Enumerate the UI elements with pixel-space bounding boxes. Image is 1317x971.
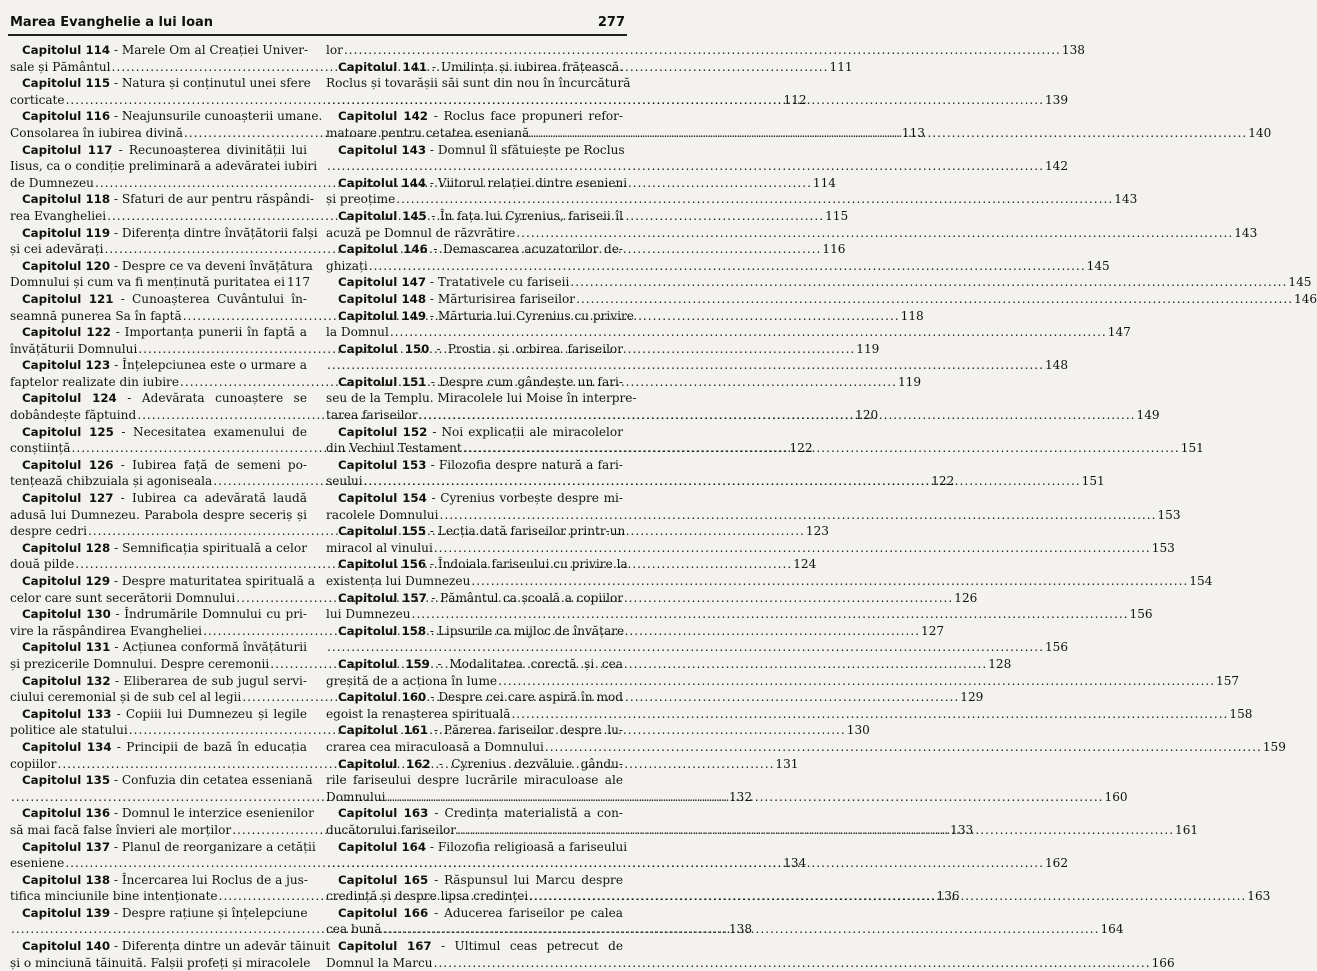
chapter-label: Capitolul 141 bbox=[338, 59, 428, 74]
chapter-label: Capitolul 155 bbox=[338, 524, 427, 539]
toc-line bbox=[326, 324, 1131, 341]
toc-text: lor bbox=[326, 43, 343, 57]
dot-leader bbox=[419, 407, 1136, 424]
toc-page-number: 133 bbox=[950, 822, 974, 837]
toc-line: Capitolul 149 - Mărturia lui Cyrenius cu privire bbox=[338, 308, 634, 323]
toc-text: racolele Domnului bbox=[326, 507, 439, 522]
chapter-label: Capitolul 140 bbox=[22, 939, 111, 954]
dot-leader bbox=[434, 540, 1151, 557]
toc-text: miracol al vinului bbox=[326, 540, 433, 555]
book-title: Marea Evanghelie a lui Ioan bbox=[10, 15, 214, 30]
dot-leader bbox=[457, 822, 1174, 839]
toc-text: copiilor bbox=[10, 756, 57, 771]
toc-text: și prezicerile Domnului. Despre ceremonii bbox=[10, 656, 270, 671]
dot-leader bbox=[369, 258, 1086, 275]
toc-page-number: 148 bbox=[1044, 358, 1069, 373]
toc-text: despre cedri bbox=[10, 524, 87, 539]
chapter-label: Capitolul 116 bbox=[22, 109, 111, 124]
toc-line: Capitolul 142 - Roclus face propuneri refor- bbox=[338, 109, 623, 124]
chapter-label: Capitolul 139 bbox=[22, 905, 111, 920]
toc-line: Capitolul 165 - Răspunsul lui Marcu despre bbox=[338, 872, 623, 887]
dot-leader bbox=[434, 955, 1151, 971]
toc-line bbox=[326, 357, 1069, 374]
dot-leader bbox=[327, 357, 1044, 374]
toc-line: Capitolul 130 - Îndrumările Domnului cu pri- bbox=[22, 607, 307, 622]
toc-entry bbox=[326, 938, 1175, 971]
toc-text: și cei adevărați bbox=[10, 242, 104, 257]
toc-page-number: 127 bbox=[921, 623, 945, 638]
chapter-label: Capitolul 121 bbox=[22, 291, 114, 306]
toc-text: politice ale statului bbox=[10, 723, 128, 738]
toc-line bbox=[326, 639, 1069, 656]
chapter-label: Capitolul 120 bbox=[22, 258, 111, 273]
toc-line: Capitolul 137 - Planul de reorganizare a cetății bbox=[22, 839, 316, 854]
dot-leader bbox=[396, 191, 1113, 208]
chapter-label: Capitolul 161 bbox=[338, 723, 429, 738]
chapter-label: Capitolul 137 bbox=[22, 839, 111, 854]
toc-entry bbox=[326, 490, 1181, 523]
toc-line: Capitolul 152 - Noi explicații ale miracolelor bbox=[338, 424, 623, 439]
toc-line: Capitolul 126 - Iubirea față de semeni po- bbox=[22, 457, 307, 472]
toc-line: Capitolul 115 - Natura și conținutul unei sfere bbox=[22, 76, 311, 91]
toc-page-number: 113 bbox=[901, 125, 925, 140]
toc-page-number: 138 bbox=[1061, 43, 1085, 57]
dot-leader bbox=[463, 440, 1180, 457]
chapter-label: Capitolul 118 bbox=[22, 192, 111, 207]
toc-entry bbox=[326, 42, 1085, 59]
toc-page-number: 138 bbox=[728, 922, 753, 937]
toc-text: la Domnul bbox=[326, 325, 389, 340]
toc-line bbox=[326, 291, 1317, 308]
chapter-label: Capitolul 157 bbox=[338, 590, 427, 605]
toc-page-number: 158 bbox=[1229, 706, 1253, 721]
toc-line: adusă lui Dumnezeu. Parabola despre seceriș și bbox=[10, 507, 307, 522]
toc-line: Capitolul 117 - Recunoașterea divinității lui bbox=[22, 142, 307, 157]
chapter-label: Capitolul 147 bbox=[338, 275, 427, 290]
toc-text: credință și despre lipsa credinței bbox=[326, 889, 529, 904]
toc-line: Capitolul 141 - Umilința și iubirea frățească. bbox=[338, 59, 623, 74]
toc-line: Capitolul 135 - Confuzia din cetatea esseniană bbox=[22, 773, 313, 788]
toc-line bbox=[326, 225, 1258, 242]
toc-page-number: 147 bbox=[1107, 325, 1131, 340]
toc-page-number: 161 bbox=[1175, 822, 1199, 837]
toc-line bbox=[326, 191, 1138, 208]
toc-page-number: 117 bbox=[286, 275, 311, 290]
toc-line: Capitolul 132 - Eliberarea de sub jugul servi- bbox=[22, 673, 307, 688]
toc-line bbox=[326, 706, 1253, 723]
toc-page-number: 151 bbox=[1081, 474, 1105, 489]
toc-line: Capitolul 154 - Cyrenius vorbește despre mi- bbox=[338, 491, 623, 506]
toc-page-number: 160 bbox=[1104, 789, 1128, 804]
toc-line: Capitolul 153 - Filozofia despre natură a fari- bbox=[338, 457, 624, 472]
toc-page-number: 112 bbox=[783, 92, 807, 107]
chapter-label: Capitolul 134 bbox=[22, 739, 112, 754]
toc-text: sale și Pământul bbox=[10, 59, 111, 74]
toc-line bbox=[10, 274, 311, 291]
toc-line: Capitolul 167 - Ultimul ceas petrecut de bbox=[338, 939, 623, 954]
toc-text: învățăturii Domnului bbox=[10, 341, 138, 356]
toc-page-number: 143 bbox=[1114, 192, 1138, 207]
toc-page-number: 122 bbox=[931, 474, 955, 489]
toc-text: Capitolul 147 - Tratativele cu fariseii bbox=[338, 275, 570, 290]
chapter-label: Capitolul 124 bbox=[22, 391, 117, 406]
chapter-label: Capitolul 129 bbox=[22, 574, 111, 588]
toc-text: Domnului și cum va fi menținută puritatea ei bbox=[10, 275, 285, 290]
toc-line: Capitolul 129 - Despre maturitatea spirituală a bbox=[22, 574, 316, 588]
toc-line: Capitolul 133 - Copiii lui Dumnezeu și legile bbox=[22, 706, 307, 721]
toc-page-number: 166 bbox=[1151, 955, 1175, 970]
toc-line: Capitolul 118 - Sfaturi de aur pentru răspândi- bbox=[22, 192, 314, 207]
toc-line: Capitolul 146 - Demascarea acuzatorilor de- bbox=[338, 242, 623, 257]
toc-text: celor care sunt secerătorii Domnului bbox=[10, 590, 236, 605]
toc-line bbox=[326, 274, 1312, 291]
chapter-label: Capitolul 146 bbox=[338, 242, 428, 257]
toc-line: Capitolul 136 - Domnul le interzice esenienilor bbox=[22, 806, 314, 821]
toc-page-number: 132 bbox=[728, 789, 753, 804]
dot-leader bbox=[387, 789, 1104, 806]
chapter-label: Capitolul 158 bbox=[338, 623, 427, 638]
toc-page-number: 139 bbox=[1044, 92, 1069, 107]
chapter-label: Capitolul 150 bbox=[338, 341, 430, 356]
toc-text: cea bună bbox=[326, 922, 382, 937]
toc-page-number: 159 bbox=[1262, 739, 1286, 754]
toc-page-number: 119 bbox=[856, 341, 880, 356]
toc-line: Capitolul 158 - Lipsurile ca mijloc de învățare bbox=[338, 623, 625, 638]
toc-page-number: 131 bbox=[775, 756, 799, 771]
toc-entry bbox=[326, 142, 1069, 175]
chapter-label: Capitolul 143 bbox=[338, 142, 427, 157]
toc-page-number: 123 bbox=[805, 524, 829, 539]
toc-page-number: 149 bbox=[1136, 408, 1160, 423]
chapter-label: Capitolul 159 bbox=[338, 656, 430, 671]
toc-page-number: 120 bbox=[855, 408, 879, 423]
toc-line: Capitolul 160 - Despre cei care aspiră în mod bbox=[338, 690, 623, 705]
toc-page-number: 119 bbox=[897, 374, 922, 389]
toc-page-number: 118 bbox=[900, 308, 924, 323]
toc-line: Capitolul 121 - Cunoașterea Cuvântului în- bbox=[22, 291, 307, 306]
toc-page-number: 116 bbox=[822, 242, 846, 257]
chapter-label: Capitolul 126 bbox=[22, 457, 114, 472]
dot-leader bbox=[516, 225, 1233, 242]
toc-text: egoist la renașterea spirituală bbox=[326, 706, 511, 721]
page-number: 277 bbox=[597, 15, 625, 30]
dot-leader bbox=[327, 639, 1044, 656]
toc-line bbox=[326, 540, 1175, 557]
toc-line bbox=[326, 42, 1085, 59]
chapter-label: Capitolul 164 bbox=[338, 839, 427, 854]
toc-text: seului bbox=[326, 474, 363, 489]
toc-line: Capitolul 138 - Încercarea lui Roclus de a jus- bbox=[22, 872, 308, 887]
chapter-label: Capitolul 131 bbox=[22, 640, 111, 655]
chapter-label: Capitolul 149 bbox=[338, 308, 427, 323]
toc-page-number: 114 bbox=[812, 175, 837, 190]
toc-line bbox=[326, 955, 1175, 971]
toc-page-number: 151 bbox=[1180, 441, 1204, 456]
dot-leader bbox=[471, 573, 1188, 590]
toc-page-number: 157 bbox=[1216, 673, 1240, 688]
toc-line: Iisus, ca o condiție preliminară a adevăratei iubiri bbox=[10, 159, 318, 174]
page-header bbox=[8, 10, 627, 36]
toc-text: Capitolul 148 - Mărturisirea fariseilor bbox=[338, 291, 576, 306]
toc-line: Capitolul 131 - Acțiunea conformă învățăturii bbox=[22, 640, 307, 655]
chapter-label: Capitolul 145 bbox=[338, 208, 427, 223]
chapter-label: Capitolul 115 bbox=[22, 76, 111, 91]
toc-page-number: 124 bbox=[793, 557, 817, 572]
toc-page-number: 154 bbox=[1189, 574, 1213, 588]
toc-page-number: 145 bbox=[1086, 258, 1110, 273]
toc-page-number: 153 bbox=[1157, 507, 1181, 522]
dot-leader bbox=[530, 125, 1247, 142]
toc-line: Capitolul 134 - Principii de bază în educația bbox=[22, 739, 307, 754]
toc-text: lui Dumnezeu bbox=[326, 607, 411, 622]
toc-entry bbox=[10, 938, 331, 971]
toc-page-number: 156 bbox=[1129, 607, 1153, 622]
toc-page-number: 140 bbox=[1248, 125, 1272, 140]
toc-line: Capitolul 159 - Modalitatea corectă și cea bbox=[338, 656, 623, 671]
chapter-label: Capitolul 125 bbox=[22, 424, 114, 439]
toc-line bbox=[10, 855, 807, 872]
toc-text: eseniene bbox=[10, 856, 65, 871]
toc-entry bbox=[10, 258, 313, 291]
dot-leader bbox=[327, 855, 1044, 872]
toc-page-number: 156 bbox=[1044, 640, 1069, 655]
toc-text: acuză pe Domnul de răzvrătire bbox=[326, 225, 516, 240]
dot-leader bbox=[327, 92, 1044, 109]
chapter-label: Capitolul 160 bbox=[338, 690, 427, 705]
toc-page-number: 163 bbox=[1247, 889, 1271, 904]
toc-text: ghizați bbox=[326, 258, 368, 273]
toc-line: seu de la Templu. Miracolele lui Moise în interpre- bbox=[326, 391, 637, 406]
toc-page-number: 164 bbox=[1100, 922, 1124, 937]
chapter-label: Capitolul 167 bbox=[338, 939, 432, 954]
toc-text: Consolarea în iubirea divină bbox=[10, 125, 183, 140]
toc-line: Capitolul 114 - Marele Om al Creației Univer- bbox=[22, 43, 309, 57]
chapter-label: Capitolul 122 bbox=[22, 325, 111, 340]
toc-line: Capitolul 128 - Semnificația spirituală a celor bbox=[22, 540, 307, 555]
toc-line: Capitolul 125 - Necesitatea examenului de bbox=[22, 424, 307, 439]
toc-line: Capitolul 151 - Despre cum gândește un fari- bbox=[338, 374, 623, 389]
dot-leader bbox=[511, 706, 1228, 723]
toc-text: matoare pentru cetatea eseniană bbox=[326, 125, 530, 140]
toc-text: două pilde bbox=[10, 557, 75, 572]
chapter-label: Capitolul 136 bbox=[22, 806, 111, 821]
toc-text: tențează chibzuiala și agoniseala bbox=[10, 474, 213, 489]
toc-text: și o minciună tăinuită. Falșii profeți și miracolele bbox=[10, 955, 311, 970]
chapter-label: Capitolul 127 bbox=[22, 491, 114, 506]
toc-text: corticate bbox=[10, 92, 65, 107]
toc-text: crarea cea miraculoasă a Domnului bbox=[326, 739, 544, 754]
toc-entry bbox=[326, 274, 1312, 291]
dot-leader bbox=[327, 158, 1044, 175]
chapter-label: Capitolul 119 bbox=[22, 225, 111, 240]
toc-text: vire la răspândirea Evangheliei bbox=[10, 623, 203, 638]
toc-page-number: 142 bbox=[1044, 159, 1069, 174]
toc-page-number: 115 bbox=[825, 208, 849, 223]
toc-page-number: 153 bbox=[1151, 540, 1175, 555]
toc-text: Domnul la Marcu bbox=[326, 955, 433, 970]
toc-line: Capitolul 127 - Iubirea ca adevărată laudă bbox=[22, 491, 307, 506]
dot-leader bbox=[529, 888, 1246, 905]
toc-text: și preoțime bbox=[326, 192, 396, 207]
toc-page-number: 143 bbox=[1234, 225, 1258, 240]
chapter-label: Capitolul 138 bbox=[22, 872, 111, 887]
chapter-label: Capitolul 162 bbox=[338, 756, 431, 771]
dot-leader bbox=[390, 324, 1107, 341]
toc-page-number: 126 bbox=[954, 590, 978, 605]
chapter-label: Capitolul 152 bbox=[338, 424, 428, 439]
toc-entry bbox=[326, 291, 1317, 308]
chapter-label: Capitolul 163 bbox=[338, 806, 429, 821]
toc-page-number: 122 bbox=[789, 441, 813, 456]
toc-text: conștiință bbox=[10, 441, 71, 456]
chapter-label: Capitolul 165 bbox=[338, 872, 429, 887]
chapter-label: Capitolul 128 bbox=[22, 540, 111, 555]
dot-leader bbox=[383, 921, 1100, 938]
toc-line bbox=[326, 673, 1240, 690]
chapter-label: Capitolul 123 bbox=[22, 358, 111, 373]
toc-line: Capitolul 140 - Diferența dintre un adevăr tăinuit bbox=[22, 939, 331, 954]
dot-leader bbox=[440, 507, 1157, 524]
dot-leader bbox=[344, 42, 1061, 59]
toc-text: seamnă punerea Sa în faptă bbox=[10, 308, 182, 323]
toc-text: ducătorului fariseilor bbox=[326, 822, 457, 837]
chapter-label: Capitolul 148 bbox=[338, 291, 427, 306]
chapter-label: Capitolul 154 bbox=[338, 491, 427, 506]
chapter-label: Capitolul 156 bbox=[338, 557, 427, 572]
toc-text: tifica minciunile bine intenționate bbox=[10, 889, 218, 904]
toc-line: Roclus și tovarășii săi sunt din nou în încurcătură bbox=[326, 76, 631, 91]
toc-line: Capitolul 116 - Neajunsurile cunoașterii umane. bbox=[22, 109, 323, 124]
toc-line: Capitolul 164 - Filozofia religioasă a fariseului bbox=[338, 839, 628, 854]
chapter-label: Capitolul 144 bbox=[338, 175, 427, 190]
toc-line: Capitolul 163 - Credința materialistă a con- bbox=[338, 806, 623, 821]
toc-text: existența lui Dumnezeu bbox=[326, 574, 471, 588]
toc-line: Capitolul 161 - Părerea fariseilor despre lu- bbox=[338, 723, 623, 738]
toc-line bbox=[326, 606, 1153, 623]
toc-text: greșită de a acționa în lume bbox=[326, 673, 498, 688]
toc-page-number: 128 bbox=[988, 656, 1012, 671]
toc-page-number: 130 bbox=[846, 723, 870, 738]
toc-line: Capitolul 145 - În fața lui Cyrenius, fariseii îl bbox=[338, 208, 623, 223]
toc-line bbox=[326, 258, 1110, 275]
chapter-label: Capitolul 132 bbox=[22, 673, 111, 688]
toc-text: să mai facă false învieri ale morților bbox=[10, 822, 232, 837]
toc-line: Capitolul 162 - Cyrenius dezvăluie gându- bbox=[338, 756, 623, 771]
toc-line: Capitolul 155 - Lecția dată fariseilor printr-un bbox=[338, 524, 626, 539]
chapter-label: Capitolul 135 bbox=[22, 773, 111, 788]
dot-leader bbox=[412, 606, 1129, 623]
toc-line: Capitolul 156 - Îndoiala fariseului cu privire la bbox=[338, 557, 628, 572]
toc-line: Capitolul 143 - Domnul îl sfătuiește pe Roclus bbox=[338, 142, 625, 157]
toc-text: faptelor realizate din iubire bbox=[10, 374, 179, 389]
toc-text: din Vechiul Testament bbox=[326, 441, 462, 456]
toc-line: Capitolul 123 - Înțelepciunea este o urmare a bbox=[22, 358, 307, 373]
toc-text: de Dumnezeu bbox=[10, 175, 94, 190]
dot-leader bbox=[498, 673, 1215, 690]
toc-line: Capitolul 119 - Diferența dintre învățătorii falși bbox=[22, 225, 318, 240]
toc-page-number: 129 bbox=[960, 690, 984, 705]
toc-text: rea Evangheliei bbox=[10, 208, 107, 223]
chapter-label: Capitolul 117 bbox=[22, 142, 113, 157]
toc-line bbox=[10, 955, 311, 971]
chapter-label: Capitolul 114 bbox=[22, 43, 111, 57]
toc-page-number: 162 bbox=[1044, 856, 1069, 871]
toc-page-number: 145 bbox=[1288, 275, 1312, 290]
chapter-label: Capitolul 151 bbox=[338, 374, 427, 389]
toc-page-number: 111 bbox=[829, 59, 853, 74]
toc-line: Capitolul 166 - Aducerea fariseilor pe calea bbox=[338, 905, 623, 920]
toc-line: Capitolul 144 - Viitorul relației dintre esenieni bbox=[338, 175, 628, 190]
toc-line bbox=[326, 507, 1181, 524]
toc-page-number: 134 bbox=[783, 856, 807, 871]
chapter-label: Capitolul 153 bbox=[338, 457, 427, 472]
toc-page-number: 146 bbox=[1294, 291, 1317, 306]
toc-line bbox=[326, 739, 1286, 756]
toc-line: Capitolul 139 - Despre rațiune și înțelepciune bbox=[22, 905, 308, 920]
chapter-label: Capitolul 166 bbox=[338, 905, 429, 920]
toc-text: dobândește făptuind bbox=[10, 408, 137, 423]
chapter-label: Capitolul 142 bbox=[338, 109, 428, 124]
toc-text: ciului ceremonial și de sub cel al legii bbox=[10, 690, 242, 705]
toc-line: Capitolul 124 - Adevărata cunoaștere se bbox=[22, 391, 307, 406]
toc-line: Capitolul 150 - Prostia și orbirea fariseilor bbox=[338, 341, 623, 356]
toc-line: Capitolul 122 - Importanța punerii în faptă a bbox=[22, 325, 307, 340]
dot-leader bbox=[364, 473, 1081, 490]
chapter-label: Capitolul 130 bbox=[22, 607, 111, 622]
toc-line: Capitolul 157 - Pământul ca școală a copiilor bbox=[338, 590, 624, 605]
toc-line: Capitolul 120 - Despre ce va deveni învățătura bbox=[22, 258, 313, 273]
dot-leader bbox=[570, 274, 1287, 291]
toc-line bbox=[10, 92, 807, 109]
chapter-label: Capitolul 133 bbox=[22, 706, 112, 721]
toc-text: Domnului bbox=[326, 789, 386, 804]
dot-leader bbox=[545, 739, 1262, 756]
toc-text: tarea fariseilor bbox=[326, 408, 418, 423]
toc-line bbox=[326, 158, 1069, 175]
toc-page-number: 136 bbox=[936, 889, 960, 904]
toc-line: rile fariseului despre lucrările miraculoase ale bbox=[326, 773, 623, 788]
toc-line bbox=[326, 573, 1213, 590]
dot-leader bbox=[576, 291, 1293, 308]
